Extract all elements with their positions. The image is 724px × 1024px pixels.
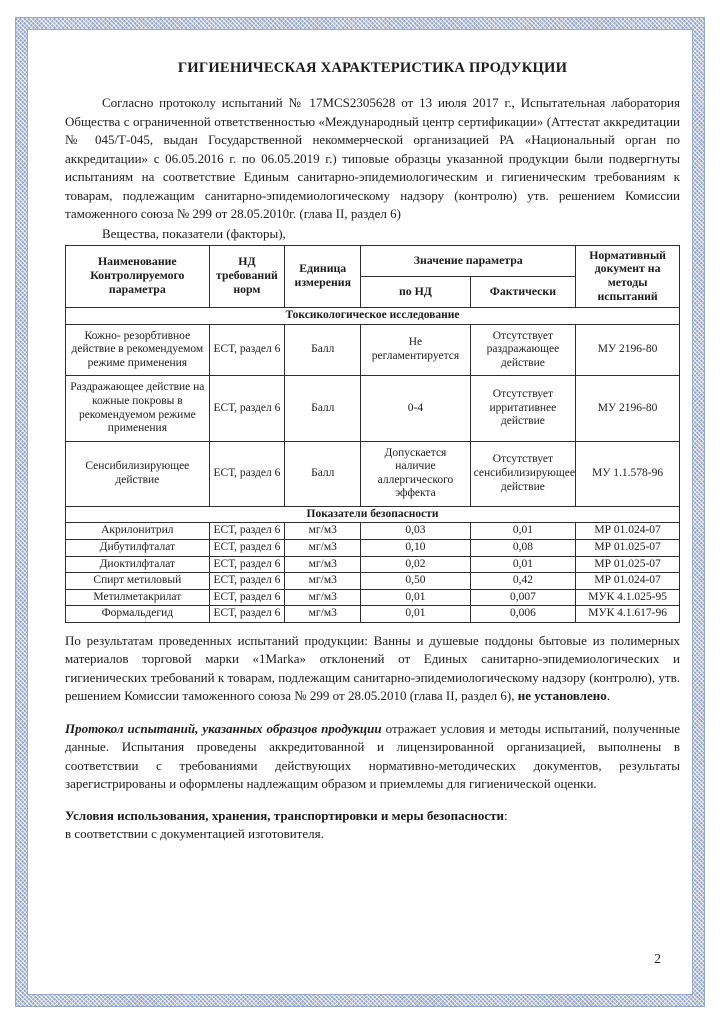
section-title: Токсикологическое исследование (66, 308, 680, 325)
table-cell: ЕСТ, раздел 6 (209, 589, 285, 606)
table-cell: Спирт метиловый (66, 573, 210, 590)
table-row (66, 573, 680, 590)
table-cell: мг/м3 (285, 540, 361, 557)
table-cell: ЕСТ, раздел 6 (209, 523, 285, 540)
table-cell: Не регламентируется (361, 324, 470, 376)
document-content (28, 30, 692, 994)
table-cell: мг/м3 (285, 556, 361, 573)
table-cell: Дибутилфталат (66, 540, 210, 557)
table-cell: 0,42 (470, 573, 576, 590)
table-cell: мг/м3 (285, 606, 361, 623)
table-row (66, 606, 680, 623)
table-cell: мг/м3 (285, 573, 361, 590)
table-cell: Балл (285, 324, 361, 376)
table-cell: Отсутствует раздражающее действие (470, 324, 576, 376)
table-row (66, 589, 680, 606)
table-cell: Балл (285, 441, 361, 506)
table-row (66, 556, 680, 573)
results-period: . (606, 688, 610, 704)
table-row (66, 324, 680, 376)
table-cell: 0,50 (361, 573, 470, 590)
conditions-colon: : (504, 807, 508, 823)
table-cell: Сенсибилизирующее действие (66, 441, 210, 506)
table-row (66, 540, 680, 557)
page-number: 2 (654, 951, 661, 966)
table-cell: 0,01 (361, 589, 470, 606)
table-cell: МР 01.025-07 (576, 556, 680, 573)
table-cell: Кожно- резорбтивное действие в рекомендуемом режиме применения (66, 324, 210, 376)
table-cell: 0,01 (361, 606, 470, 623)
table-header (66, 245, 680, 308)
table-cell: ЕСТ, раздел 6 (209, 324, 285, 376)
table-cell: Метилметакрилат (66, 589, 210, 606)
col-header-nd: НД требований норм (209, 245, 285, 308)
section-title: Показатели безопасности (66, 506, 680, 523)
table-cell: Формальдегид (66, 606, 210, 623)
table-row (66, 441, 680, 506)
table-cell: 0,01 (470, 556, 576, 573)
section-row-safety (66, 506, 680, 523)
col-header-doc: Нормативный документ на методы испытаний (576, 245, 680, 308)
conditions-text: в соответствии с документацией изготовителя. (65, 826, 324, 842)
table-cell: 0,02 (361, 556, 470, 573)
results-paragraph (65, 632, 680, 706)
conditions-paragraph (65, 807, 680, 844)
intro-paragraph: Согласно протоколу испытаний № 17MCS2305628 от 13 июля 2017 г., Испытательная лаборатория Общества с ограниченной ответственностью «Международный центр сертификации» (Аттестат аккредитации № 045/Т-045, выдан Государственной некоммерческой организацией РА «Национальный орган по аккредитации» с 06.05.2016 г. по 06.05.2019 г.) типовые образцы указанной продукции были подвергнуты испытаниям на соответствие Единым санитарно-эпидемиологическим и гигиеническим требованиям к товарам, подлежащим санитарно-эпидемиологическому надзору (контролю) утв. решением Комиссии таможенного союза № 299 от 28.05.2010г. (глава II, раздел 6) (65, 95, 680, 221)
header-row-1 (66, 245, 680, 276)
results-conclusion-bold: не установлено (517, 688, 607, 704)
table-cell: 0,01 (470, 523, 576, 540)
table-cell: Допускается наличие аллергического эффекта (361, 441, 470, 506)
table-cell: ЕСТ, раздел 6 (209, 573, 285, 590)
decorative-border (15, 17, 705, 1007)
col-header-by-nd: по НД (361, 276, 470, 307)
protocol-lead: Протокол испытаний, указанных образцов продукции (65, 720, 382, 736)
table-cell: 0,10 (361, 540, 470, 557)
table-cell: ЕСТ, раздел 6 (209, 606, 285, 623)
col-header-unit: Единица измерения (285, 245, 361, 308)
table-cell: МР 01.025-07 (576, 540, 680, 557)
table-body (66, 308, 680, 623)
table-cell: 0,006 (470, 606, 576, 623)
table-cell: МУ 1.1.578-96 (576, 441, 680, 506)
table-cell: 0-4 (361, 376, 470, 441)
table-cell: Отсутствует ирритативнее действие (470, 376, 576, 441)
table-cell: мг/м3 (285, 589, 361, 606)
table-cell: Балл (285, 376, 361, 441)
conditions-title: Условия использования, хранения, транспортировки и меры безопасности (65, 807, 505, 823)
table-cell: МУ 2196-80 (576, 324, 680, 376)
table-cell: МУК 4.1.025-95 (576, 589, 680, 606)
col-header-value-group: Значение параметра (361, 245, 576, 276)
table-cell: Раздражающее действие на кожные покровы в рекомендуемом режиме применения (66, 376, 210, 441)
col-header-actual: Фактически (470, 276, 576, 307)
substances-lead: Вещества, показатели (факторы), (102, 225, 286, 241)
table-cell: ЕСТ, раздел 6 (209, 376, 285, 441)
parameters-table (65, 245, 680, 623)
table-cell: Диоктилфталат (66, 556, 210, 573)
table-cell: ЕСТ, раздел 6 (209, 540, 285, 557)
results-text: По результатам проведенных испытаний продукции: Ванны и душевые поддоны бытовые из полимерных материалов торговой марки «1Marka» отклонений от Единых санитарно-эпидемиологических и гигиенических требований к товарам, подлежащим санитарно-эпидемиологическому надзору (контролю), утв. решением Комиссии таможенного союза № 299 от 28.05.2010 (глава II, раздел 6), (65, 632, 680, 704)
table-cell: мг/м3 (285, 523, 361, 540)
table-cell: 0,007 (470, 589, 576, 606)
table-cell: 0,03 (361, 523, 470, 540)
protocol-text: отражает условия и методы испытаний, полученные данные. Испытания проведены аккредитованной и лицензированной организацией, выполнены в соответствии с требованиями действующих нормативно-методических документов, результаты зарегистрированы и оформлены надлежащим образом и приемлемы для гигиенической оценки. (65, 720, 681, 792)
table-cell: МР 01.024-07 (576, 523, 680, 540)
table-cell: ЕСТ, раздел 6 (209, 441, 285, 506)
table-cell: МУК 4.1.617-96 (576, 606, 680, 623)
table-cell: 0,08 (470, 540, 576, 557)
table-cell: МР 01.024-07 (576, 573, 680, 590)
protocol-paragraph (65, 720, 680, 794)
section-row-toxicology (66, 308, 680, 325)
table-cell: Акрилонитрил (66, 523, 210, 540)
document-sheet (27, 29, 693, 995)
table-cell: ЕСТ, раздел 6 (209, 556, 285, 573)
table-cell: МУ 2196-80 (576, 376, 680, 441)
table-cell: Отсутствует сенсибилизирующее действие (470, 441, 576, 506)
col-header-parameter: Наименование Контролируемого параметра (66, 245, 210, 308)
table-row (66, 376, 680, 441)
page-title: ГИГИЕНИЧЕСКАЯ ХАРАКТЕРИСТИКА ПРОДУКЦИИ (177, 60, 568, 76)
table-row (66, 523, 680, 540)
